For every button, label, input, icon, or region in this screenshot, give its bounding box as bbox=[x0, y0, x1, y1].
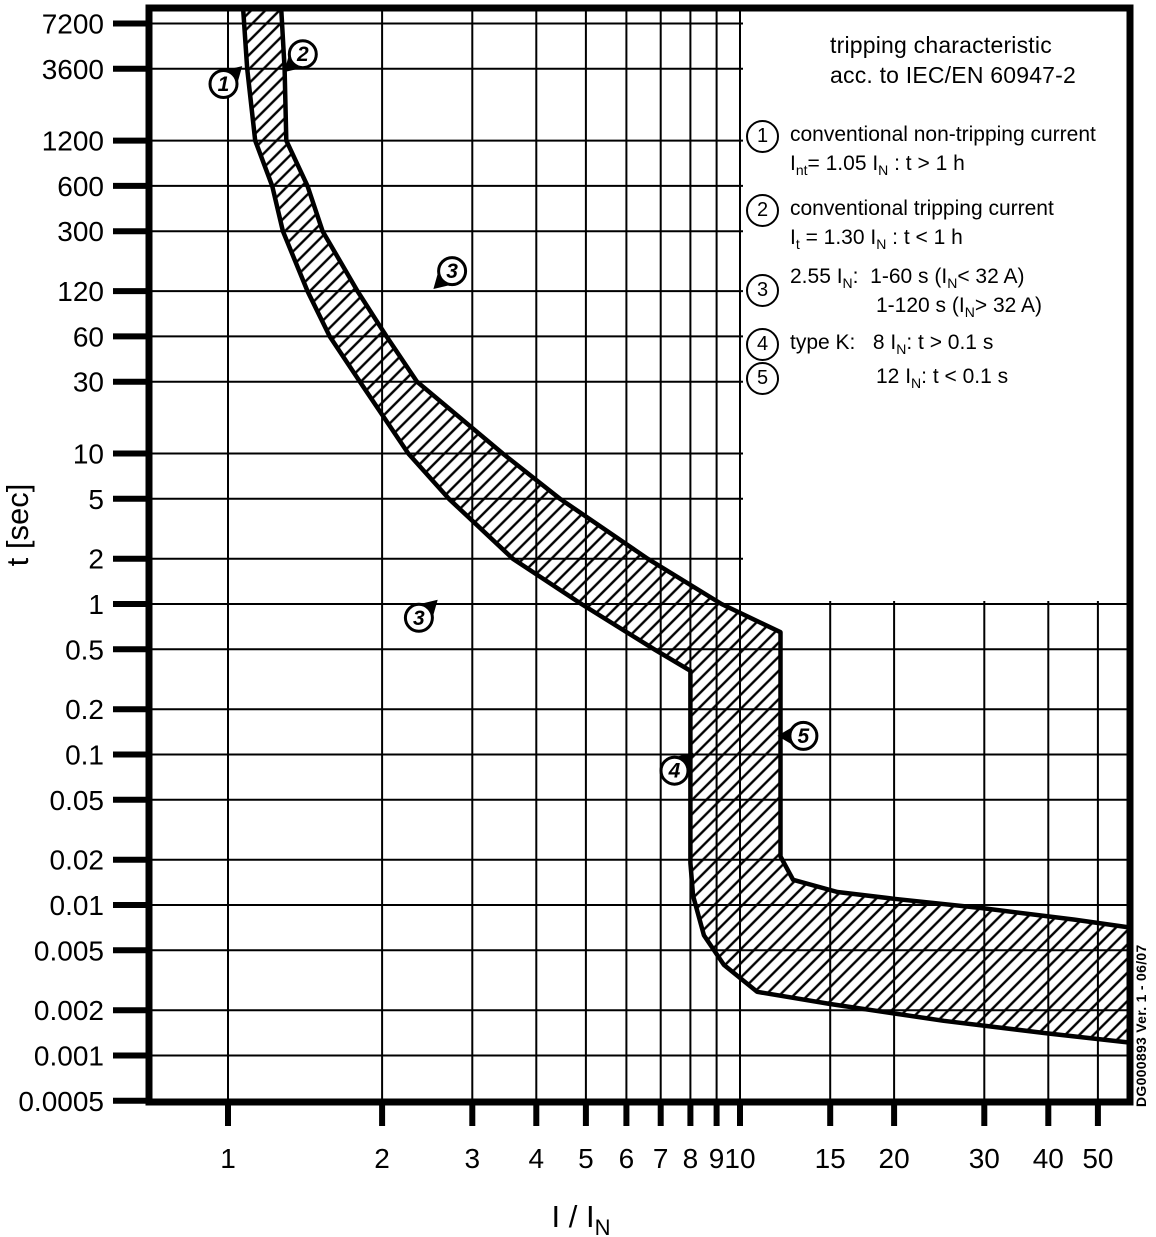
x-axis-label: I / $I_N$ bbox=[551, 1199, 611, 1237]
x-tick-labels bbox=[220, 1143, 1113, 1174]
svg-text:8: 8 bbox=[682, 1143, 699, 1174]
svg-text:2: 2 bbox=[88, 543, 104, 575]
svg-text:1: 1 bbox=[217, 73, 230, 96]
legend-item-4 bbox=[744, 328, 1132, 358]
legend-item-number: 2 bbox=[746, 194, 779, 227]
svg-text:20: 20 bbox=[878, 1143, 910, 1174]
y-axis-label: t [sec] bbox=[0, 483, 35, 567]
svg-text:7: 7 bbox=[652, 1143, 669, 1174]
legend-title-line1: tripping characteristic bbox=[830, 32, 1052, 58]
svg-text:4: 4 bbox=[668, 759, 681, 783]
svg-text:3: 3 bbox=[446, 260, 458, 284]
svg-text:0.02: 0.02 bbox=[49, 844, 104, 876]
legend-item-number: 5 bbox=[746, 362, 779, 395]
svg-text:4: 4 bbox=[528, 1143, 545, 1174]
svg-text:1: 1 bbox=[220, 1143, 236, 1174]
legend-item-number: 3 bbox=[746, 274, 779, 307]
svg-text:600: 600 bbox=[57, 170, 104, 202]
svg-text:300: 300 bbox=[57, 216, 104, 248]
svg-text:40: 40 bbox=[1032, 1143, 1064, 1174]
legend-item-5 bbox=[744, 362, 1132, 392]
svg-text:3: 3 bbox=[464, 1143, 481, 1174]
svg-text:5: 5 bbox=[797, 724, 810, 748]
svg-text:5: 5 bbox=[578, 1143, 594, 1174]
legend-item-text: conventional non-tripping current bbox=[790, 123, 1096, 146]
svg-text:0.005: 0.005 bbox=[33, 935, 104, 967]
legend-item-text: 2.55 $I_N$: 1-60 s ($I_N< 32$ A) bbox=[790, 265, 1025, 292]
svg-text:0.1: 0.1 bbox=[65, 739, 104, 771]
document-reference: DG000893 Ver. 1 - 06/07 bbox=[1133, 944, 1149, 1107]
curve-marker-3 bbox=[433, 258, 465, 289]
svg-text:3: 3 bbox=[413, 606, 425, 630]
svg-text:2: 2 bbox=[296, 43, 309, 67]
svg-text:6: 6 bbox=[618, 1143, 635, 1174]
svg-text:0.002: 0.002 bbox=[33, 995, 104, 1027]
legend-item-number: 1 bbox=[746, 120, 779, 153]
svg-text:7200: 7200 bbox=[41, 8, 104, 40]
svg-text:1: 1 bbox=[88, 589, 104, 620]
svg-text:0.0005: 0.0005 bbox=[18, 1085, 104, 1117]
svg-text:1200: 1200 bbox=[41, 125, 104, 157]
curve-marker-1 bbox=[210, 66, 242, 97]
curve-marker-5 bbox=[777, 722, 817, 749]
legend-items bbox=[744, 120, 1132, 392]
svg-text:0.5: 0.5 bbox=[65, 634, 104, 666]
legend-item-text: type K: 8 $I_N$: t > 0.1 s bbox=[790, 331, 994, 358]
svg-text:9: 9 bbox=[708, 1143, 725, 1174]
svg-text:5: 5 bbox=[88, 483, 104, 515]
legend-item-text: 12 $I_N$: t < 0.1 s bbox=[876, 365, 1009, 392]
svg-text:0.05: 0.05 bbox=[49, 784, 104, 816]
legend-title bbox=[830, 30, 1132, 90]
svg-text:30: 30 bbox=[72, 366, 104, 398]
legend-title-line2: acc. to IEC/EN 60947-2 bbox=[830, 62, 1077, 88]
legend bbox=[744, 30, 1132, 392]
svg-text:120: 120 bbox=[57, 276, 104, 308]
svg-text:15: 15 bbox=[814, 1143, 846, 1174]
legend-item-1 bbox=[744, 120, 1132, 178]
svg-text:3600: 3600 bbox=[41, 53, 104, 85]
svg-text:0.2: 0.2 bbox=[65, 694, 104, 726]
svg-text:60: 60 bbox=[72, 321, 104, 353]
curve-marker-2 bbox=[284, 41, 316, 72]
svg-text:50: 50 bbox=[1082, 1143, 1114, 1174]
svg-text:10: 10 bbox=[72, 438, 104, 470]
legend-item-text: 1-120 s ($I_N> 32$ A) bbox=[876, 294, 1042, 321]
legend-item-number: 4 bbox=[746, 328, 779, 361]
svg-text:30: 30 bbox=[968, 1143, 1000, 1174]
legend-item-text: $I_t = 1.30$ $I_N$ : t < 1 h bbox=[790, 226, 963, 253]
legend-item-text: $I_{nt}= 1.05$ $I_N$ : t > 1 h bbox=[790, 152, 965, 179]
legend-item-text: conventional tripping current bbox=[790, 197, 1054, 220]
legend-item-3 bbox=[744, 262, 1132, 320]
svg-text:10: 10 bbox=[724, 1143, 756, 1174]
svg-text:0.001: 0.001 bbox=[33, 1040, 104, 1072]
svg-text:0.01: 0.01 bbox=[49, 890, 104, 921]
legend-item-2 bbox=[744, 194, 1132, 252]
svg-text:2: 2 bbox=[374, 1143, 390, 1174]
